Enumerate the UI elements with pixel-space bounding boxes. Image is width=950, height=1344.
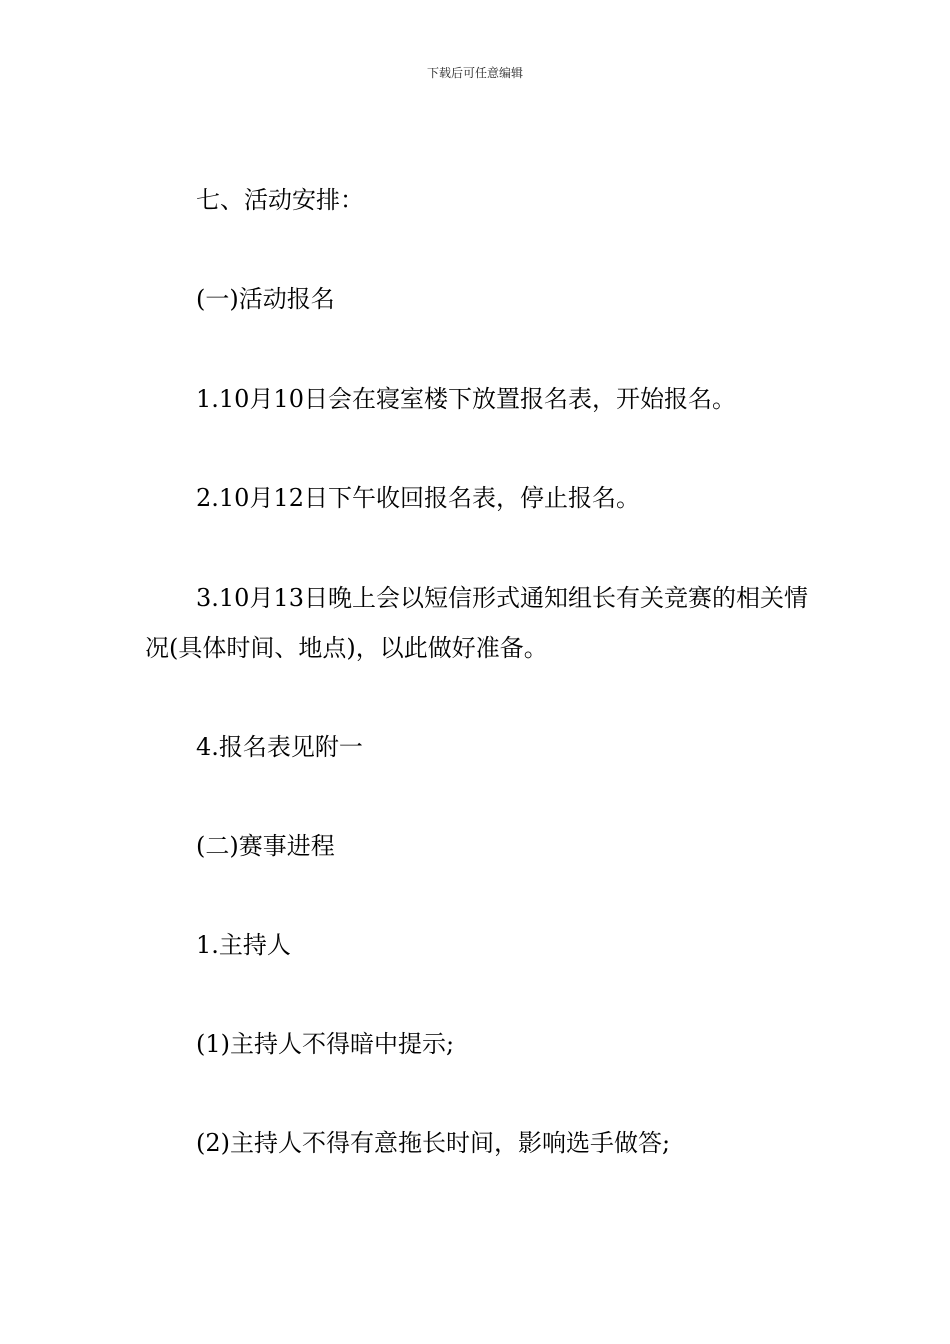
paragraph-host-rule-1: (1)主持人不得暗中提示; xyxy=(196,1030,455,1058)
subsection-heading-competition-process: (二)赛事进程 xyxy=(196,832,335,860)
paragraph-host-heading: 1.主持人 xyxy=(196,931,291,959)
section-heading-activity-arrangement: 七、活动安排： xyxy=(196,186,364,214)
subsection-heading-registration: (一)活动报名 xyxy=(196,285,335,313)
paragraph-registration-start: 1.10月10日会在寝室楼下放置报名表，开始报名。 xyxy=(196,385,736,413)
paragraph-host-rule-2: (2)主持人不得有意拖长时间，影响选手做答; xyxy=(196,1129,671,1157)
paragraph-notification: 3.10月13日晚上会以短信形式通知组长有关竞赛的相关情况(具体时间、地点)，以此做好准备。 xyxy=(145,584,808,662)
header-note: 下载后可任意编辑 xyxy=(426,66,523,80)
paragraph-registration-stop: 2.10月12日下午收回报名表，停止报名。 xyxy=(196,484,640,512)
paragraph-form-reference: 4.报名表见附一 xyxy=(196,733,363,761)
